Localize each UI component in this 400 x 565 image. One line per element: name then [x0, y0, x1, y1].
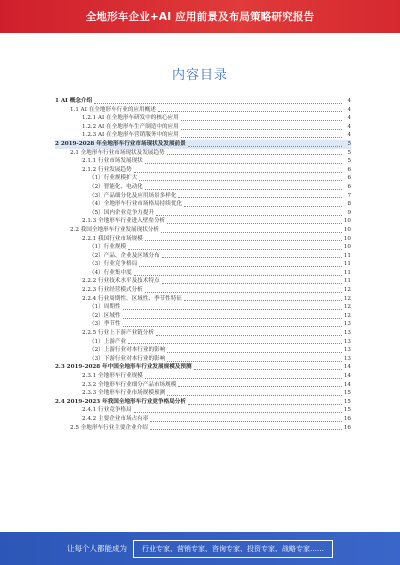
toc-leader-dots [123, 326, 342, 327]
toc-entry-text: 1.2.1 AI 在全地形车研发中的核心应用 [82, 115, 179, 122]
toc-entry-text: 2.5 全地形车行业主要企业介绍 [70, 424, 148, 431]
toc-leader-dots [156, 215, 342, 216]
toc-entry[interactable] [55, 97, 351, 106]
toc-leader-dots [188, 146, 342, 147]
toc-page-number: 10 [343, 244, 351, 251]
toc-entry[interactable] [55, 372, 351, 381]
toc-entry[interactable] [55, 389, 351, 398]
toc-page-number: 13 [343, 321, 351, 328]
toc-leader-dots [128, 343, 342, 344]
toc-entry[interactable] [55, 381, 351, 390]
toc-entry[interactable] [55, 329, 351, 338]
toc-page-number: 11 [343, 252, 351, 259]
toc-leader-dots [134, 172, 342, 173]
toc-page-number: 10 [343, 218, 351, 225]
toc-page-number: 8 [347, 201, 351, 208]
toc-entry[interactable] [55, 346, 351, 355]
toc-entry-text: （2）智能化、电动化 [89, 183, 143, 190]
toc-page-number: 16 [343, 415, 351, 422]
toc-page-number: 4 [347, 98, 351, 104]
toc-leader-dots [150, 429, 342, 430]
toc-page-number: 6 [347, 183, 351, 190]
toc-leader-dots [145, 240, 342, 241]
toc-entry[interactable] [55, 149, 351, 158]
toc-entry[interactable] [55, 252, 351, 261]
toc-leader-dots [167, 395, 342, 396]
toc-entry-text: （5）国内企业竞争力提升 [89, 209, 155, 216]
toc-leader-dots [145, 292, 342, 293]
toc-leader-dots [181, 129, 342, 130]
toc-page-number: 4 [347, 132, 351, 139]
toc-entry[interactable] [55, 260, 351, 269]
toc-leader-dots [139, 266, 342, 267]
toc-leader-dots [145, 163, 342, 164]
toc-page-number: 6 [347, 175, 351, 182]
toc-leader-dots [167, 361, 342, 362]
toc-leader-dots [123, 309, 342, 310]
toc-page-number: 6 [347, 166, 351, 173]
toc-entry-text: （2）产品、企业及区域分布 [89, 252, 160, 259]
toc-entry-text: 2.2.1 我国行业市场规模 [82, 235, 143, 242]
toc-entry[interactable] [55, 406, 351, 415]
toc-leader-dots [123, 318, 342, 319]
toc-entry-text: （1）行业规模 [89, 244, 127, 251]
toc-page-number: 4 [347, 123, 351, 130]
table-of-contents [55, 97, 351, 432]
toc-leader-dots [178, 386, 342, 387]
toc-entry[interactable] [55, 123, 351, 132]
toc-entry[interactable] [55, 217, 351, 226]
toc-entry-text: （1）行业规模扩大 [89, 175, 138, 182]
toc-entry[interactable] [55, 174, 351, 183]
toc-page-number: 12 [343, 312, 351, 319]
toc-entry-text: 2.2.5 行业上下游产业链分析 [82, 330, 154, 337]
toc-page-number: 11 [343, 278, 351, 285]
toc-leader-dots [158, 111, 342, 112]
toc-page-number: 13 [343, 330, 351, 337]
toc-entry-text: （3）行业竞争格局 [89, 261, 138, 268]
toc-entry-text: 2.1.1 行业市场发展现状 [82, 158, 143, 165]
toc-entry-text: 2.1 全地形车行业市场现状及发展趋势 [70, 149, 165, 156]
report-header-banner [0, 0, 400, 33]
toc-entry[interactable] [55, 131, 351, 140]
toc-page-number: 15 [343, 390, 351, 397]
toc-entry-text: 2.3.3 全地形车行业市场规模预测 [82, 390, 166, 397]
toc-leader-dots [184, 206, 342, 207]
toc-entry[interactable] [55, 106, 351, 115]
toc-entry[interactable] [55, 235, 351, 244]
toc-page-number: 5 [347, 149, 351, 156]
toc-leader-dots [134, 412, 342, 413]
toc-entry[interactable] [55, 226, 351, 235]
toc-leader-dots [145, 378, 342, 379]
toc-page-number: 14 [343, 373, 351, 379]
toc-leader-dots [145, 189, 342, 190]
toc-entry[interactable] [55, 183, 351, 192]
toc-entry[interactable] [55, 415, 351, 424]
toc-entry[interactable] [55, 243, 351, 252]
toc-page-number: 10 [343, 235, 351, 242]
toc-entry-text: 1.1 AI 在全地形车行业的应用概述 [70, 106, 156, 113]
toc-leader-dots [156, 335, 342, 336]
toc-page-number: 10 [343, 226, 351, 233]
toc-leader-dots [167, 352, 342, 353]
toc-leader-dots [162, 283, 342, 284]
toc-leader-dots [167, 154, 342, 155]
toc-entry-text: 2.3 2019-2028 年中国全地形车行业发展规模及预测 [55, 364, 192, 371]
toc-leader-dots [161, 232, 342, 233]
toc-entry-text: （4）全地形车行业市场格局持续优化 [89, 201, 183, 208]
toc-entry[interactable] [55, 355, 351, 364]
toc-leader-dots [181, 137, 342, 138]
toc-entry-text: 2.4.1 行业竞争格局 [82, 407, 132, 414]
toc-page-number: 5 [347, 140, 351, 147]
toc-leader-dots [150, 421, 342, 422]
toc-entry[interactable] [55, 277, 351, 286]
toc-entry[interactable] [55, 140, 351, 149]
toc-heading: 内容目录 [171, 68, 228, 83]
toc-leader-dots [194, 369, 342, 370]
toc-page-number: 16 [343, 424, 351, 431]
toc-entry[interactable] [55, 209, 351, 218]
toc-entry[interactable] [55, 269, 351, 278]
toc-entry[interactable] [55, 286, 351, 295]
footer-roles-box: 行业专家、营销专家、咨询专家、投资专家、战略专家…… [133, 540, 333, 558]
toc-entry-text: 2.2.4 行业周期性、区域性、季节性特征 [82, 295, 182, 302]
toc-entry-text: （3）产品细分化及应用场景多样化 [89, 192, 177, 199]
toc-entry[interactable] [55, 157, 351, 166]
toc-entry-text: 2.1.3 全地形车行业进入壁垒分析 [82, 218, 166, 225]
toc-entry[interactable] [55, 192, 351, 201]
toc-entry-text: 2.3.1 全地形车行业规模 [82, 373, 143, 379]
toc-leader-dots [134, 275, 342, 276]
toc-leader-dots [178, 197, 342, 198]
toc-entry[interactable] [55, 424, 351, 433]
toc-entry-text: 2 2019-2028 年全地形车行业市场现状及发展前景 [55, 140, 186, 147]
toc-page-number: 11 [343, 269, 351, 276]
toc-entry-text: 2.2.3 行业经营模式分析 [82, 287, 143, 294]
toc-page-number: 12 [343, 287, 351, 294]
toc-leader-dots [184, 300, 342, 301]
toc-entry-text: 2.2.2 行业技术水平及技术特点 [82, 278, 160, 285]
toc-entry[interactable] [55, 363, 351, 372]
toc-entry-text: 2.4 2019-2023 年我国全地形车行业竞争格局分析 [55, 398, 186, 405]
toc-page-number: 5 [347, 158, 351, 165]
toc-leader-dots [139, 180, 342, 181]
toc-page-number: 15 [343, 407, 351, 414]
toc-page-number: 7 [347, 192, 351, 199]
toc-page-number: 12 [343, 295, 351, 302]
toc-entry-text: （1）上游产业 [89, 338, 127, 345]
toc-leader-dots [162, 257, 342, 258]
toc-leader-dots [94, 103, 342, 104]
toc-page-number: 11 [343, 261, 351, 268]
toc-page-number: 9 [347, 209, 351, 216]
footer-banner [0, 532, 400, 565]
toc-entry-text: （2）上游行业对本行业的影响 [89, 347, 166, 354]
toc-leader-dots [181, 120, 342, 121]
toc-entry-text: （3）下游行业对本行业的影响 [89, 355, 166, 362]
toc-page-number: 13 [343, 347, 351, 354]
toc-page-number: 12 [343, 304, 351, 311]
toc-leader-dots [167, 223, 342, 224]
toc-entry-text: 2.4.2 主要企业市场占有率 [82, 415, 149, 422]
toc-entry[interactable] [55, 200, 351, 209]
toc-page-number: 14 [343, 364, 351, 371]
toc-page-number: 15 [343, 398, 351, 405]
toc-entry[interactable] [55, 295, 351, 304]
toc-page-number: 4 [347, 106, 351, 113]
toc-entry[interactable] [55, 114, 351, 123]
toc-entry-text: 1.2.3 AI 在全地形车营销服务中的应用 [82, 132, 179, 139]
toc-entry[interactable] [55, 166, 351, 175]
toc-entry[interactable] [55, 312, 351, 321]
toc-entry-text: 2.3.2 全地形车行业细分产品市场规模 [82, 381, 177, 388]
toc-page-number: 4 [347, 115, 351, 122]
toc-entry-text: 2.2 我国全地形车行业发展现状分析 [70, 226, 159, 233]
toc-entry-text: （2）区域性 [89, 312, 121, 319]
footer-slogan: 让每个人都能成为 [67, 544, 127, 553]
toc-entry[interactable] [55, 303, 351, 312]
toc-entry-text: （4）行业集中度 [89, 269, 132, 276]
toc-leader-dots [128, 249, 342, 250]
toc-entry-text: 1 AI 概念介绍 [55, 98, 93, 104]
toc-leader-dots [188, 404, 342, 405]
toc-entry-text: （3）季节性 [89, 321, 121, 328]
report-header-title: 全地形车企业+AI 应用前景及布局策略研究报告 [85, 11, 315, 23]
toc-entry[interactable] [55, 338, 351, 347]
toc-page-number: 13 [343, 355, 351, 362]
toc-page-number: 14 [343, 381, 351, 388]
toc-entry-text: （1）周期性 [89, 304, 121, 311]
toc-entry-text: 2.1.2 行业发展趋势 [82, 166, 132, 173]
toc-entry[interactable] [55, 320, 351, 329]
toc-entry[interactable] [55, 398, 351, 407]
toc-entry-text: 1.2.2 AI 在全地形车生产制造中的应用 [82, 123, 179, 130]
toc-page-number: 13 [343, 338, 351, 345]
